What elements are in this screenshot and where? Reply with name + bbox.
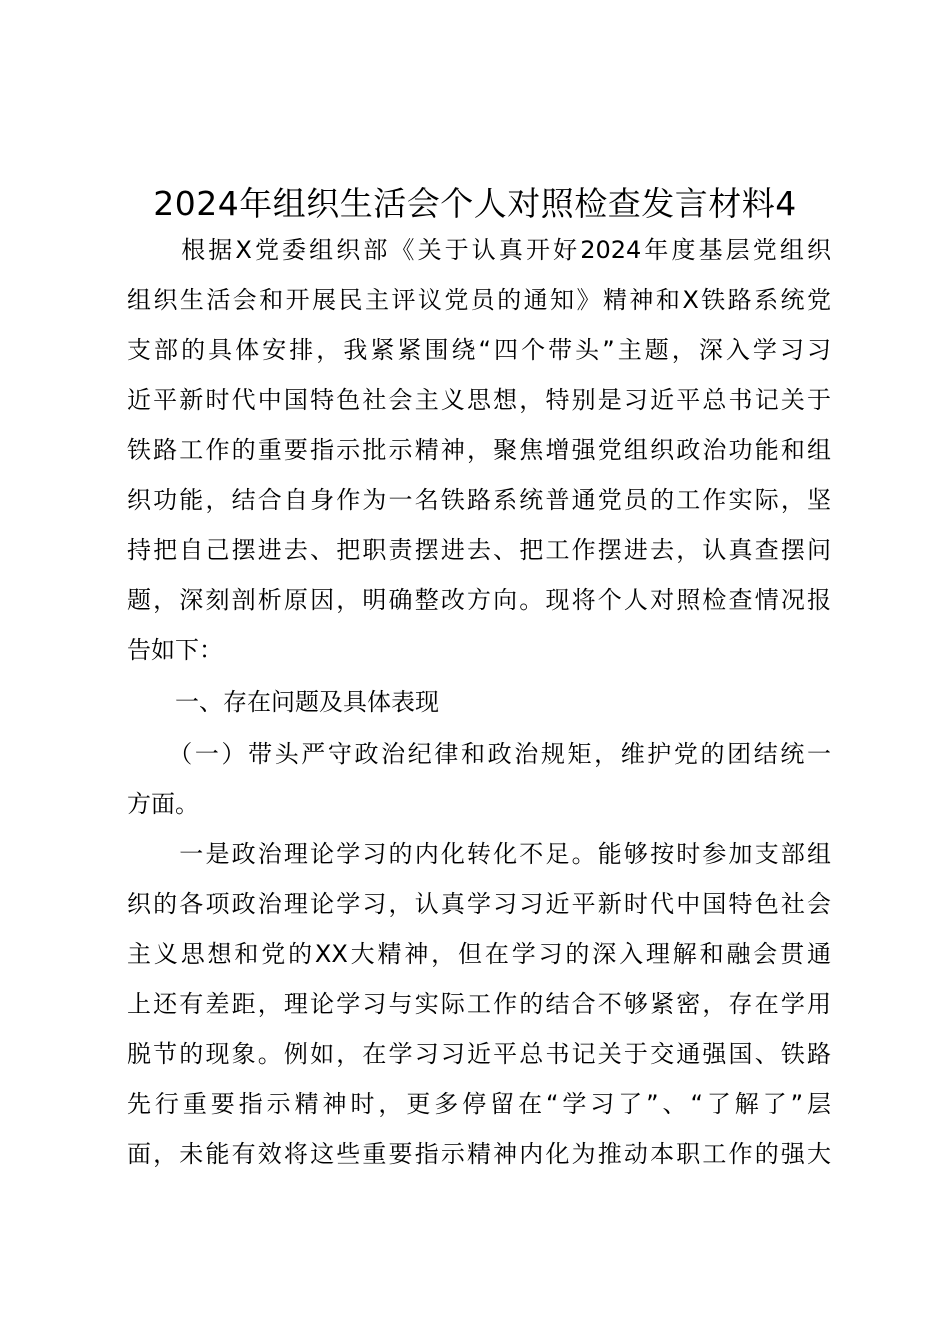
paragraph-line: 支部的具体安排，我紧紧围绕“四个带头”主题，深入学习习 [127,336,831,364]
paragraph-line: 近平新时代中国特色社会主义思想，特别是习近平总书记关于 [127,386,831,414]
subsection-heading: （一）带头严守政治纪律和政治规矩，维护党的团结统一 [127,740,831,768]
subsection-heading: 方面。 [127,790,199,818]
paragraph-line: 持把自己摆进去、把职责摆进去、把工作摆进去，认真查摆问 [127,536,831,564]
paragraph-line: 织的各项政治理论学习，认真学习习近平新时代中国特色社会 [127,890,831,918]
paragraph-line: 上还有差距，理论学习与实际工作的结合不够紧密，存在学用 [127,990,831,1018]
paragraph-line: 主义思想和党的XX大精神，但在学习的深入理解和融会贯通 [127,940,831,968]
section-heading: 一、存在问题及具体表现 [127,688,439,716]
paragraph-line: 告如下： [127,636,223,664]
document-title: 2024年组织生活会个人对照检查发言材料4 [153,184,797,223]
paragraph-line: 面，未能有效将这些重要指示精神内化为推动本职工作的强大 [127,1140,831,1168]
paragraph-line: 根据X党委组织部《关于认真开好2024年度基层党组织 [127,236,831,264]
paragraph-line: 脱节的现象。例如，在学习习近平总书记关于交通强国、铁路 [127,1040,831,1068]
paragraph-line: 题，深刻剖析原因，明确整改方向。现将个人对照检查情况报 [127,586,831,614]
paragraph-line: 织功能，结合自身作为一名铁路系统普通党员的工作实际，坚 [127,486,831,514]
paragraph-line: 先行重要指示精神时，更多停留在“学习了”、“了解了”层 [127,1090,831,1118]
paragraph-line: 组织生活会和开展民主评议党员的通知》精神和X铁路系统党 [127,286,831,314]
paragraph-line: 一是政治理论学习的内化转化不足。能够按时参加支部组 [127,840,831,868]
paragraph-line: 铁路工作的重要指示批示精神，聚焦增强党组织政治功能和组 [127,436,831,464]
